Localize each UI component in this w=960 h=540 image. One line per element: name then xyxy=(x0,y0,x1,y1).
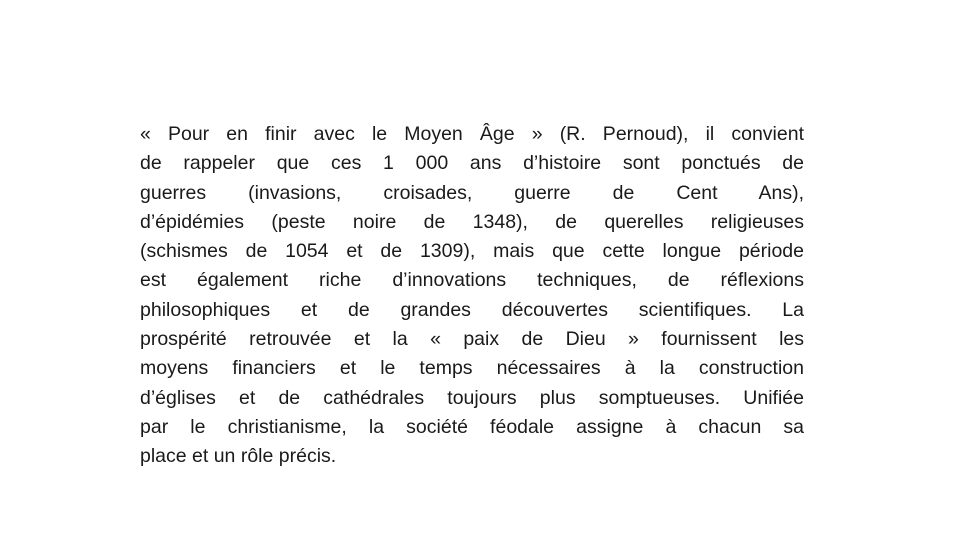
paragraph-line: par le christianisme, la société féodale assigne à chacun sa xyxy=(140,415,804,438)
paragraph-line: (schismes de 1054 et de 1309), mais que cette longue période xyxy=(140,240,804,263)
paragraph-line: philosophiques et de grandes découvertes scientifiques. La xyxy=(140,298,804,321)
paragraph-line: guerres (invasions, croisades, guerre de Cent Ans), xyxy=(140,181,804,204)
paragraph-line: est également riche d’innovations techniques, de réflexions xyxy=(140,269,804,292)
paragraph-line: « Pour en finir avec le Moyen Âge » (R. Pernoud), il convient xyxy=(140,123,804,145)
body-paragraph xyxy=(140,120,804,472)
paragraph-line: d’églises et de cathédrales toujours plus somptueuses. Unifiée xyxy=(140,386,804,409)
paragraph-line: d’épidémies (peste noire de 1348), de querelles religieuses xyxy=(140,210,804,233)
paragraph-line: moyens financiers et le temps nécessaires à la construction xyxy=(140,357,804,380)
paragraph-line: place et un rôle précis. xyxy=(140,445,337,468)
paragraph-line: prospérité retrouvée et la « paix de Dieu » fournissent les xyxy=(140,328,804,351)
paragraph-line: de rappeler que ces 1 000 ans d’histoire sont ponctués de xyxy=(140,152,804,175)
